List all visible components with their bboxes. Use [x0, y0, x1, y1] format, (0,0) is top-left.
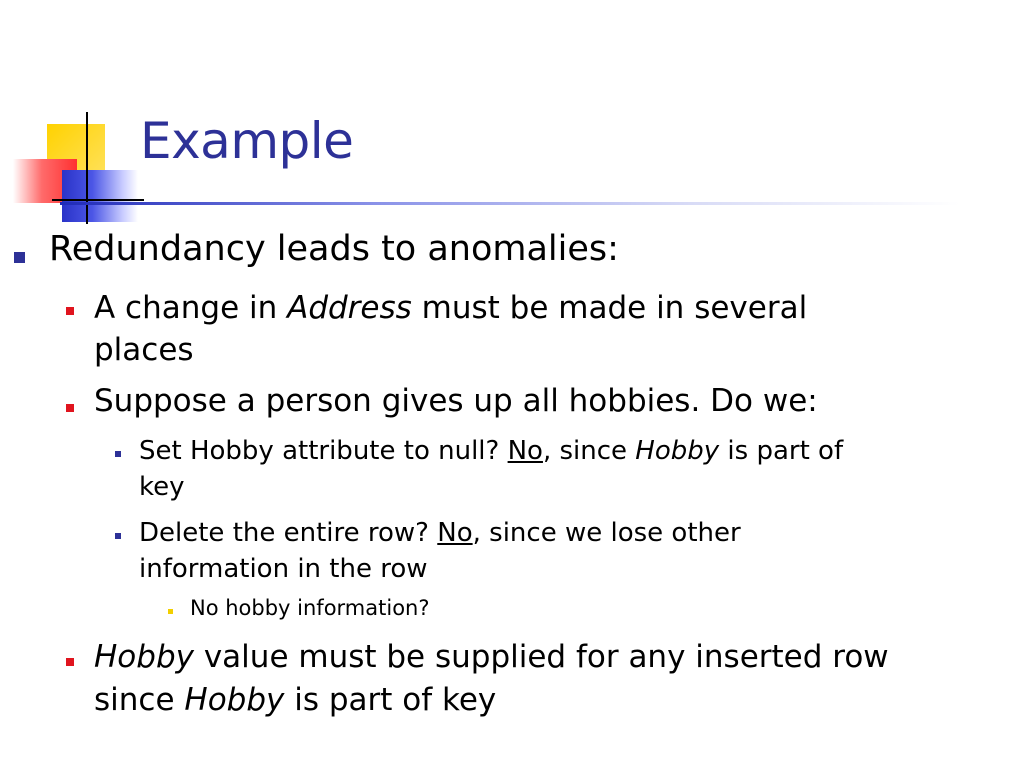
bullet-item-level3	[139, 433, 843, 505]
bullet-text: Redundancy leads to anomalies:	[49, 229, 619, 269]
bullet-text: Suppose a person gives up all hobbies. Do we:	[94, 383, 818, 419]
bullet-marker-level2	[66, 658, 74, 666]
bullet-text-post: must be made in several	[411, 290, 808, 326]
bullet-marker-level2	[66, 307, 74, 315]
slide-title: Example	[140, 112, 354, 170]
bullet-item-level3	[139, 515, 741, 587]
bullet-text-line2-emphasis: Hobby	[184, 682, 285, 718]
bullet-item-level2	[94, 287, 807, 371]
bullet-marker-level2	[66, 404, 74, 412]
bullet-text-mid: , since	[542, 436, 636, 466]
bullet-text-pre: Set Hobby attribute to null?	[139, 436, 508, 466]
bullet-text: No hobby information?	[190, 596, 430, 620]
bullet-marker-level4	[168, 609, 173, 614]
bullet-item-level2	[94, 383, 818, 419]
bullet-marker-level3	[115, 533, 121, 539]
bullet-text-underlined: No	[507, 436, 543, 466]
bullet-text-line2: information in the row	[139, 554, 428, 584]
bullet-text-underlined: No	[437, 518, 473, 548]
bullet-text-emphasis: Hobby	[94, 639, 194, 675]
bullet-text-line2-pre: since	[94, 682, 185, 718]
bullet-text-line2: places	[94, 332, 194, 368]
bullet-text-post: value must be supplied for any inserted row	[193, 639, 889, 675]
bullet-marker-level3	[115, 451, 121, 457]
bullet-text-emphasis: Hobby	[635, 436, 720, 466]
bullet-text-line2: key	[139, 472, 185, 502]
bullet-item-level2	[94, 636, 889, 722]
bullet-text-emphasis: Address	[287, 290, 412, 326]
bullet-text-post: is part of	[719, 436, 844, 466]
vertical-line	[86, 112, 88, 224]
bullet-item-level1	[49, 229, 619, 269]
title-underline-rule	[60, 202, 960, 205]
bullet-text-post: , since we lose other	[472, 518, 741, 548]
bullet-text-pre: A change in	[94, 290, 288, 326]
bullet-text-line2-post: is part of key	[284, 682, 497, 718]
bullet-item-level4	[190, 596, 430, 620]
blue-square	[62, 170, 138, 222]
bullet-text-pre: Delete the entire row?	[139, 518, 438, 548]
horizontal-line	[52, 199, 144, 201]
bullet-marker-level1	[14, 252, 25, 263]
